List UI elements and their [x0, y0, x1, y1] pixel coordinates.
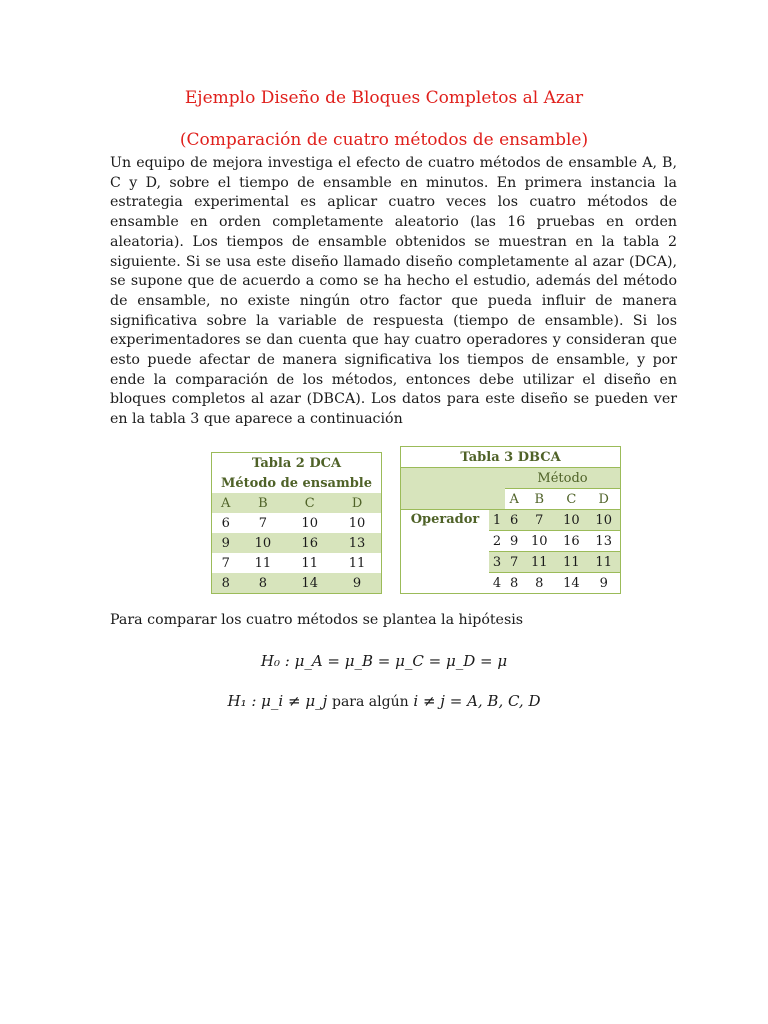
table-2-col-header: D: [351, 495, 363, 511]
table-2-title: Tabla 2 DCA: [251, 455, 342, 471]
table-2-col-header: C: [304, 495, 315, 511]
table-cell: 7: [258, 515, 268, 531]
table-cell: 10: [523, 531, 555, 552]
table-2-col-header: B: [258, 495, 268, 511]
table-3-corner: [401, 468, 506, 510]
table-cell: 8: [505, 573, 523, 594]
document-subtitle: (Comparación de cuatro métodos de ensamble): [179, 130, 589, 150]
table-row: [212, 513, 382, 533]
table-cell: 10: [555, 510, 587, 531]
table-row: [401, 510, 621, 531]
table-cell: 9: [221, 535, 230, 551]
table-cell: 16: [555, 531, 587, 552]
table-cell: 11: [555, 552, 587, 573]
table-cell: 8: [258, 575, 268, 591]
table-3-dbca: [400, 446, 621, 594]
document-title: Ejemplo Diseño de Bloques Completos al Azar: [184, 88, 584, 108]
alternative-hypothesis-right: i ≠ j = A, B, C, D: [413, 692, 541, 710]
table-3-col-header: C: [555, 489, 587, 510]
table-cell: 14: [555, 573, 587, 594]
table-cell: 13: [348, 535, 366, 551]
table-cell: 9: [352, 575, 362, 591]
table-row: [212, 573, 382, 594]
table-cell: 14: [301, 575, 318, 591]
table-cell: 7: [221, 555, 230, 571]
table-cell: 10: [254, 535, 272, 551]
table-cell: 6: [505, 510, 523, 531]
table-2-subtitle: Método de ensamble: [220, 475, 373, 491]
table-cell: 9: [505, 531, 523, 552]
table-cell: 11: [523, 552, 555, 573]
null-hypothesis: H₀ : μ_A = μ_B = μ_C = μ_D = μ: [260, 652, 508, 670]
table-cell: 11: [301, 555, 318, 571]
table-cell: 8: [221, 575, 230, 591]
table-cell: 7: [523, 510, 555, 531]
hypothesis-intro: Para comparar los cuatro métodos se plantea la hipótesis: [110, 612, 524, 628]
table-3-col-header: A: [505, 489, 523, 510]
table-2-header-row: [212, 493, 382, 513]
intro-paragraph: Un equipo de mejora investiga el efecto de cuatro métodos de ensamble A, B, C y D, sobre el tiempo de ensamble en minutos. En primera instancia la estrategia experimental es aplicar cuatro veces los cuatro métodos de ensamble en orden completamente aleatorio (las 16 pruebas en orden aleatoria). Los tiempos de ensamble obtenidos se muestran en la tabla 2 siguiente. Si se usa este diseño llamado diseño completamente al azar (DCA), se supone que de acuerdo a como se ha hecho el estudio, además del método de ensamble, no existe ningún otro factor que pueda influir de manera significativa sobre la variable de respuesta (tiempo de ensamble). Si los experimentadores se dan cuenta que hay cuatro operadores y consideran que esto puede afectar de manera significativa los tiempos de ensamble, y por ende la comparación de los métodos, entonces debe utilizar el diseño en bloques completos al azar (DBCA). Los datos para este diseño se pueden ver en la tabla 3 que aparece a continuación: [110, 155, 677, 428]
table-cell: 8: [523, 573, 555, 594]
table-cell: 16: [301, 535, 318, 551]
table-3-row-label: Operador: [401, 510, 490, 594]
table-3-col-header: B: [523, 489, 555, 510]
table-3-row-number: 3: [489, 552, 505, 573]
table-3-row-number: 1: [489, 510, 505, 531]
table-cell: 10: [587, 510, 620, 531]
table-cell: 6: [221, 515, 230, 531]
table-row: [212, 533, 382, 553]
alternative-hypothesis-left: H₁ : μ_i ≠ μ_j: [227, 692, 328, 710]
alternative-hypothesis: [0, 692, 768, 710]
table-cell: 10: [348, 515, 366, 531]
table-2-col-header: A: [221, 495, 231, 511]
table-2-dca: [211, 452, 382, 594]
table-cell: 7: [505, 552, 523, 573]
table-3-row-number: 4: [489, 573, 505, 594]
table-cell: 9: [587, 573, 620, 594]
table-cell: 10: [301, 515, 318, 531]
table-row: [212, 553, 382, 573]
table-3-title: Tabla 3 DBCA: [401, 447, 621, 468]
table-3-subtitle: Método: [505, 468, 620, 489]
table-cell: 11: [348, 555, 366, 571]
table-cell: 13: [587, 531, 620, 552]
table-cell: 11: [587, 552, 620, 573]
table-3-row-number: 2: [489, 531, 505, 552]
alternative-hypothesis-text: para algún: [332, 694, 409, 710]
table-cell: 11: [254, 555, 272, 571]
table-3-col-header: D: [587, 489, 620, 510]
